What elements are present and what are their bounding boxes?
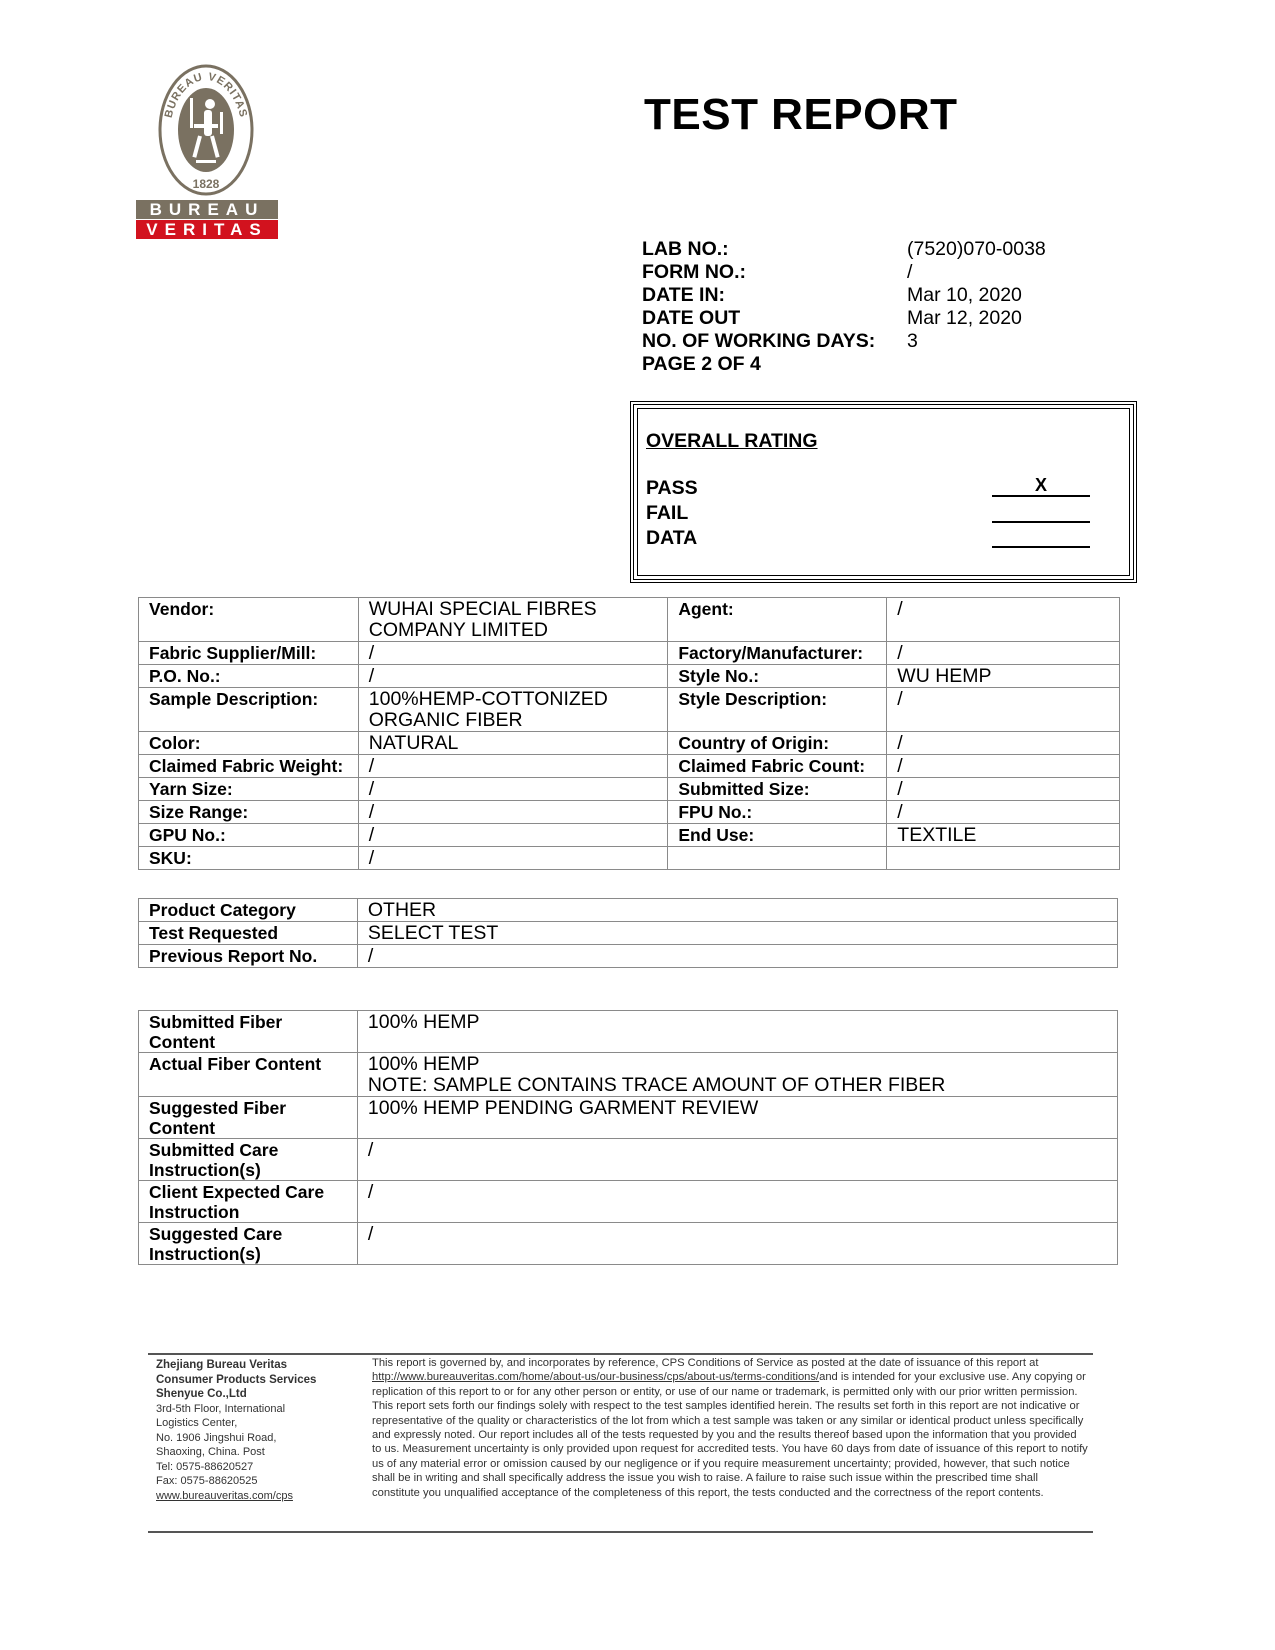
rating-pass-label: PASS bbox=[646, 477, 698, 499]
field-label: End Use: bbox=[668, 824, 887, 847]
table-row bbox=[139, 1053, 1118, 1097]
meta-label: PAGE 2 OF 4 bbox=[642, 353, 761, 375]
field-label: GPU No.: bbox=[139, 824, 359, 847]
category-table bbox=[138, 898, 1118, 968]
rating-data-label: DATA bbox=[646, 527, 698, 549]
table-row bbox=[139, 688, 1120, 732]
field-label: Suggested Care Instruction(s) bbox=[139, 1223, 358, 1265]
field-value: / bbox=[887, 801, 1120, 824]
meta-value: (7520)070-0038 bbox=[907, 238, 1046, 260]
field-label: Style No.: bbox=[668, 665, 887, 688]
meta-label: LAB NO.: bbox=[642, 238, 729, 260]
field-label: Submitted Size: bbox=[668, 778, 887, 801]
fiber-value: / bbox=[367, 1139, 374, 1161]
field-label: Test Requested bbox=[139, 922, 358, 945]
meta-label: NO. OF WORKING DAYS: bbox=[642, 330, 876, 352]
field-value bbox=[357, 1223, 1117, 1265]
table-row bbox=[139, 665, 1120, 688]
field-value: / bbox=[358, 824, 668, 847]
footer-fax: Fax: 0575-88620525 bbox=[156, 1475, 258, 1487]
meta-value: 3 bbox=[907, 330, 918, 352]
field-value: OTHER bbox=[357, 899, 1117, 922]
field-label: Country of Origin: bbox=[668, 732, 887, 755]
logo-band-bureau: BUREAU bbox=[136, 200, 278, 219]
footer-address bbox=[156, 1358, 366, 1503]
field-label: Fabric Supplier/Mill: bbox=[139, 642, 359, 665]
field-label: Previous Report No. bbox=[139, 945, 358, 968]
meta-row bbox=[642, 261, 1046, 284]
footer-company-line: Zhejiang Bureau Veritas bbox=[156, 1359, 288, 1371]
footer-address-line: Shaoxing, China. Post bbox=[156, 1446, 265, 1458]
fiber-value: / bbox=[367, 1181, 374, 1203]
seal-year: 1828 bbox=[192, 177, 220, 191]
disclaimer-text: This report is governed by, and incorporates by reference, CPS Conditions of Service as posted at the date of issuance of this report at bbox=[372, 1357, 1039, 1369]
field-value bbox=[357, 1011, 1117, 1053]
meta-value: Mar 12, 2020 bbox=[907, 307, 1022, 329]
table-row bbox=[139, 778, 1120, 801]
field-value: / bbox=[887, 598, 1120, 642]
rating-pass-mark: X bbox=[992, 475, 1090, 497]
page-title: TEST REPORT bbox=[644, 90, 958, 139]
table-row bbox=[139, 824, 1120, 847]
table-row bbox=[139, 847, 1120, 870]
field-label: Color: bbox=[139, 732, 359, 755]
meta-row bbox=[642, 307, 1046, 330]
footer-address-line: Logistics Center, bbox=[156, 1417, 238, 1429]
rating-fail-label: FAIL bbox=[646, 502, 689, 524]
field-label: SKU: bbox=[139, 847, 359, 870]
field-label: Client Expected Care Instruction bbox=[139, 1181, 358, 1223]
field-label: Vendor: bbox=[139, 598, 359, 642]
field-value: / bbox=[358, 778, 668, 801]
table-row bbox=[139, 1223, 1118, 1265]
fiber-value: 100% HEMP bbox=[367, 1011, 480, 1033]
field-value: / bbox=[887, 778, 1120, 801]
field-value: / bbox=[358, 755, 668, 778]
field-label: Suggested Fiber Content bbox=[139, 1097, 358, 1139]
table-row bbox=[139, 899, 1118, 922]
fiber-note: NOTE: SAMPLE CONTAINS TRACE AMOUNT OF OTHER FIBER bbox=[367, 1074, 946, 1096]
rating-data-mark bbox=[992, 526, 1090, 548]
table-row bbox=[139, 1011, 1118, 1053]
footer-company-line: Consumer Products Services bbox=[156, 1373, 317, 1386]
field-value: / bbox=[887, 642, 1120, 665]
footer-address-line: 3rd-5th Floor, International bbox=[156, 1402, 286, 1415]
table-row bbox=[139, 801, 1120, 824]
field-label: Claimed Fabric Count: bbox=[668, 755, 887, 778]
meta-row bbox=[642, 330, 1046, 353]
field-label: Factory/Manufacturer: bbox=[668, 642, 887, 665]
field-value bbox=[357, 1139, 1117, 1181]
field-label: Yarn Size: bbox=[139, 778, 359, 801]
footer-website-link[interactable]: www.bureauveritas.com/cps bbox=[156, 1489, 293, 1502]
field-value: / bbox=[357, 945, 1117, 968]
field-label: Agent: bbox=[668, 598, 887, 642]
field-label: Style Description: bbox=[668, 688, 887, 732]
field-value: / bbox=[358, 801, 668, 824]
field-value: / bbox=[358, 642, 668, 665]
footer-address-line: No. 1906 Jingshui Road, bbox=[156, 1431, 277, 1444]
meta-label: DATE IN: bbox=[642, 284, 726, 306]
fiber-content-table bbox=[138, 1010, 1118, 1265]
field-value: / bbox=[358, 665, 668, 688]
footer-company-line: Shenyue Co.,Ltd bbox=[156, 1388, 247, 1400]
field-value bbox=[887, 847, 1120, 870]
fiber-value: 100% HEMP bbox=[367, 1053, 480, 1075]
meta-row bbox=[642, 353, 1046, 376]
seal-text: BUREAU VERITAS bbox=[162, 70, 250, 120]
field-value bbox=[357, 1097, 1117, 1139]
field-label: Size Range: bbox=[139, 801, 359, 824]
field-value bbox=[357, 1181, 1117, 1223]
disclaimer-text: and is intended for your exclusive use. Any copying or replication of this report to or for any other person or entity, or use of our name or trademark, is permitted only with our prior written permission. This report sets forth our findings solely with respect to the test samples identified herein. The results set forth in this report are not indicative or representative of the quality or characteristics of the lot from which a test sample was taken or any similar or identical product unless specifically and expressly noted. Our report includes all of the tests requested by you and the results thereof based upon the information that you provided to us. Measurement uncertainty is only provided upon request for accredited tests. You have 60 days from date of issuance of this report to notify us of any material error or omission caused by our negligence or if you require measurement uncertainty; provided, however, that such notice shall be in writing and shall specifically address the issue you wish to raise. A failure to raise such issue within the prescribed time shall constitute you unqualified acceptance of the completeness of this report, the tests conducted and the correctness of the report contents. bbox=[372, 1371, 1088, 1499]
table-row bbox=[139, 1139, 1118, 1181]
field-value: WU HEMP bbox=[887, 665, 1120, 688]
footer-tel: Tel: 0575-88620527 bbox=[156, 1460, 254, 1473]
field-value: / bbox=[887, 732, 1120, 755]
sample-info-table bbox=[138, 597, 1120, 870]
terms-conditions-link[interactable]: http://www.bureauveritas.com/home/about-us/our-business/cps/about-us/terms-conditions/ bbox=[372, 1371, 820, 1384]
report-meta bbox=[642, 238, 1046, 376]
meta-label: DATE OUT bbox=[642, 307, 741, 329]
rating-title: OVERALL RATING bbox=[646, 430, 818, 452]
footer bbox=[148, 1353, 1093, 1533]
fiber-value: 100% HEMP PENDING GARMENT REVIEW bbox=[367, 1097, 759, 1119]
field-label: FPU No.: bbox=[668, 801, 887, 824]
field-label: P.O. No.: bbox=[139, 665, 359, 688]
field-label: Product Category bbox=[139, 899, 358, 922]
table-row bbox=[139, 922, 1118, 945]
meta-label: FORM NO.: bbox=[642, 261, 746, 283]
field-label: Actual Fiber Content bbox=[139, 1053, 358, 1097]
field-value: / bbox=[887, 688, 1120, 732]
field-value: 100%HEMP-COTTONIZED ORGANIC FIBER bbox=[358, 688, 668, 732]
table-row bbox=[139, 732, 1120, 755]
meta-row bbox=[642, 284, 1046, 307]
overall-rating-box bbox=[630, 401, 1137, 583]
table-row bbox=[139, 1181, 1118, 1223]
meta-row bbox=[642, 238, 1046, 261]
bureau-veritas-logo bbox=[136, 64, 278, 239]
field-label: Sample Description: bbox=[139, 688, 359, 732]
field-value bbox=[357, 1053, 1117, 1097]
bureau-veritas-seal-icon bbox=[158, 64, 254, 196]
field-value: / bbox=[358, 847, 668, 870]
field-label: Submitted Care Instruction(s) bbox=[139, 1139, 358, 1181]
field-value: NATURAL bbox=[358, 732, 668, 755]
footer-disclaimer bbox=[372, 1356, 1088, 1500]
table-row bbox=[139, 945, 1118, 968]
field-label bbox=[668, 847, 887, 870]
rating-fail-mark bbox=[992, 501, 1090, 523]
field-value: SELECT TEST bbox=[357, 922, 1117, 945]
field-value: WUHAI SPECIAL FIBRES COMPANY LIMITED bbox=[358, 598, 668, 642]
table-row bbox=[139, 642, 1120, 665]
field-value: / bbox=[887, 755, 1120, 778]
field-value: TEXTILE bbox=[887, 824, 1120, 847]
table-row bbox=[139, 598, 1120, 642]
field-label: Claimed Fabric Weight: bbox=[139, 755, 359, 778]
table-row bbox=[139, 755, 1120, 778]
table-row bbox=[139, 1097, 1118, 1139]
meta-value: Mar 10, 2020 bbox=[907, 284, 1022, 306]
meta-value: / bbox=[907, 261, 913, 283]
field-label: Submitted Fiber Content bbox=[139, 1011, 358, 1053]
logo-band-veritas: VERITAS bbox=[136, 220, 278, 239]
fiber-value: / bbox=[367, 1223, 374, 1245]
